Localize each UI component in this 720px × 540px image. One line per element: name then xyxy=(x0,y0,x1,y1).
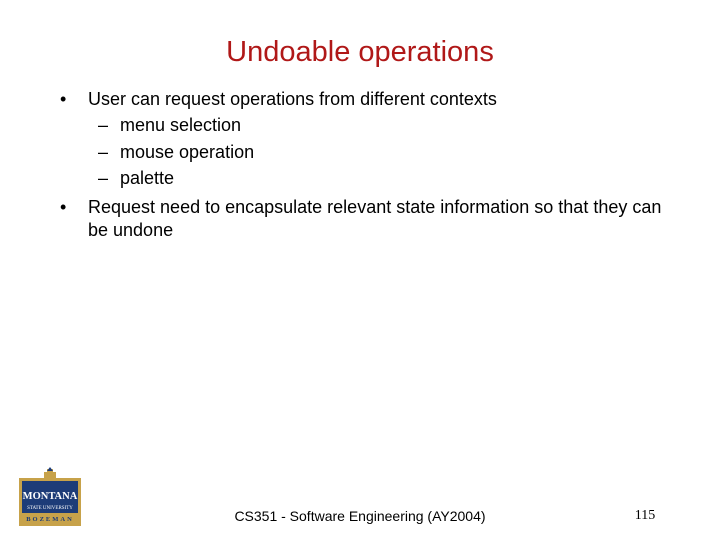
sub-list xyxy=(60,114,680,190)
dash-marker: – xyxy=(98,141,109,162)
slide-content xyxy=(60,88,680,243)
logo-line-state-university: STATE UNIVERSITY xyxy=(27,506,73,511)
bullet-marker: • xyxy=(60,89,67,109)
bullet-item xyxy=(60,196,680,244)
slide-title: Undoable operations xyxy=(226,36,494,68)
sub-item xyxy=(60,141,680,164)
logo-line-montana: MONTANA xyxy=(22,491,78,502)
sub-item xyxy=(60,114,680,137)
page-number: 115 xyxy=(634,508,656,523)
dash-marker: – xyxy=(98,168,109,189)
montana-state-logo xyxy=(17,466,83,528)
dash-marker: – xyxy=(98,115,109,136)
footer-course: CS351 - Software Engineering (AY2004) xyxy=(234,508,486,524)
bullet-text: User can request operations from different contexts xyxy=(88,89,497,109)
sub-item-text: mouse operation xyxy=(120,141,255,162)
sub-item-text: palette xyxy=(120,168,175,189)
bullet-text: Request need to encapsulate relevant state information so that they can be undone xyxy=(88,196,662,241)
sub-item-text: menu selection xyxy=(120,115,242,136)
sub-item xyxy=(60,167,680,190)
logo-line-bozeman: BOZEMAN xyxy=(26,516,74,523)
bullet-marker: • xyxy=(60,196,67,217)
bullet-item xyxy=(60,88,680,111)
